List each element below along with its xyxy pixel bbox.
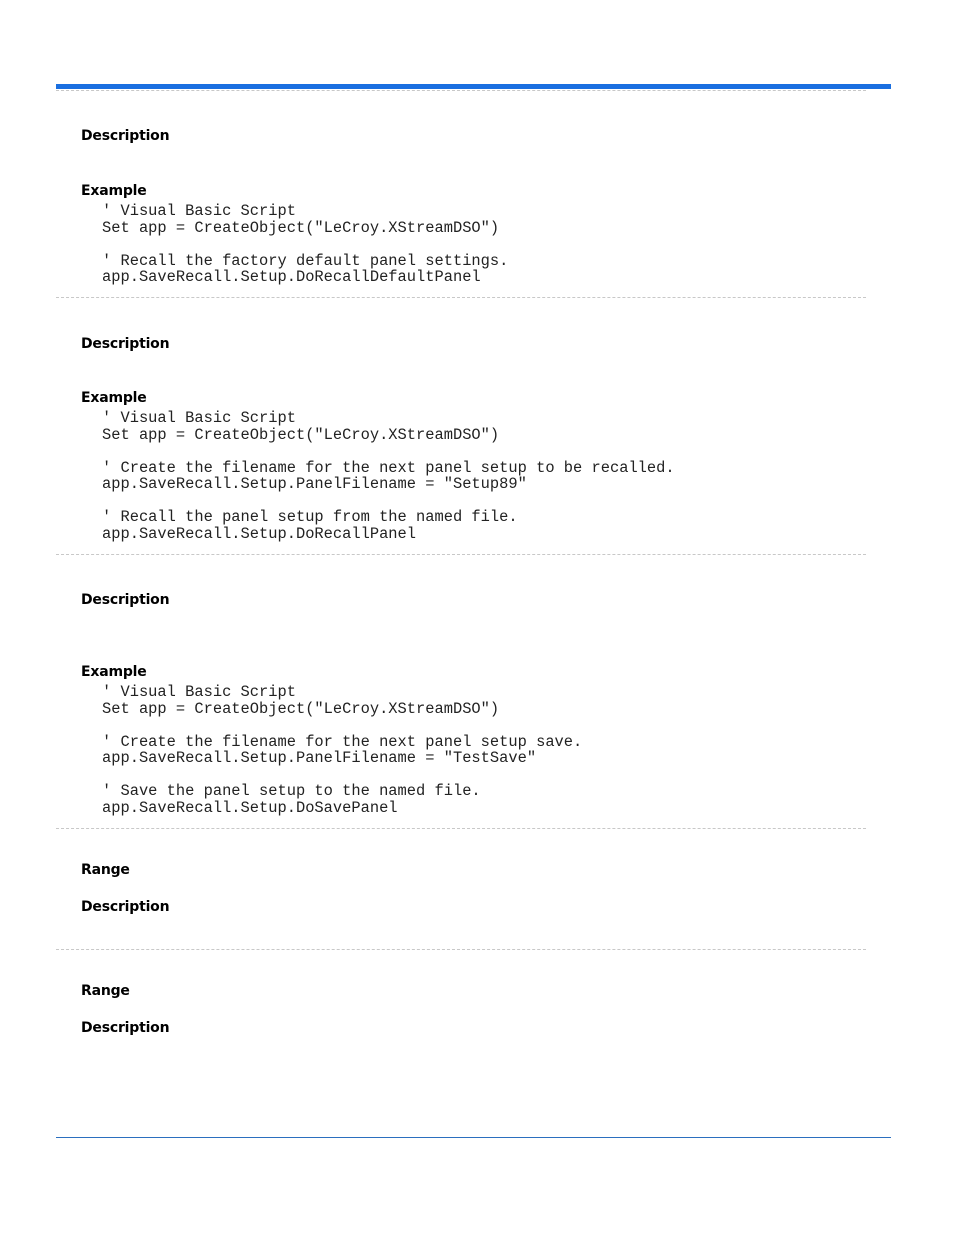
section-1-code-example: ' Visual Basic Script Set app = CreateObject("LeCroy.XStreamDSO") ' Recall the factory default panel settings. app.SaveRecall.Setup.DoRecallDefaultPanel (102, 202, 509, 286)
section-3-description-heading: Description (81, 592, 170, 608)
section-1-description-heading: Description (81, 128, 170, 144)
section-5-description-heading: Description (81, 1020, 170, 1036)
section-separator (56, 297, 866, 298)
header-bar (56, 84, 891, 89)
section-3-example-heading: Example (81, 664, 147, 680)
section-1-example-heading: Example (81, 183, 147, 199)
section-5-range-heading: Range (81, 983, 130, 999)
section-4-range-heading: Range (81, 862, 130, 878)
section-2-example-heading: Example (81, 390, 147, 406)
section-separator (56, 828, 866, 829)
section-separator (56, 949, 866, 950)
section-2-description-heading: Description (81, 336, 170, 352)
section-separator (56, 554, 866, 555)
footer-rule (56, 1137, 891, 1138)
section-4-description-heading: Description (81, 899, 170, 915)
header-separator (56, 90, 866, 91)
section-2-code-example: ' Visual Basic Script Set app = CreateObject("LeCroy.XStreamDSO") ' Create the filename for the next panel setup to be recalled. app.SaveRecall.Setup.PanelFilename = "Setup89" ' Recall the panel setup from the named file. app.SaveRecall.Setup.DoRecallPanel (102, 409, 675, 543)
section-3-code-example: ' Visual Basic Script Set app = CreateObject("LeCroy.XStreamDSO") ' Create the filename for the next panel setup save. app.SaveRecall.Setup.PanelFilename = "TestSave" ' Save the panel setup to the named file. app.SaveRecall.Setup.DoSavePanel (102, 683, 583, 817)
